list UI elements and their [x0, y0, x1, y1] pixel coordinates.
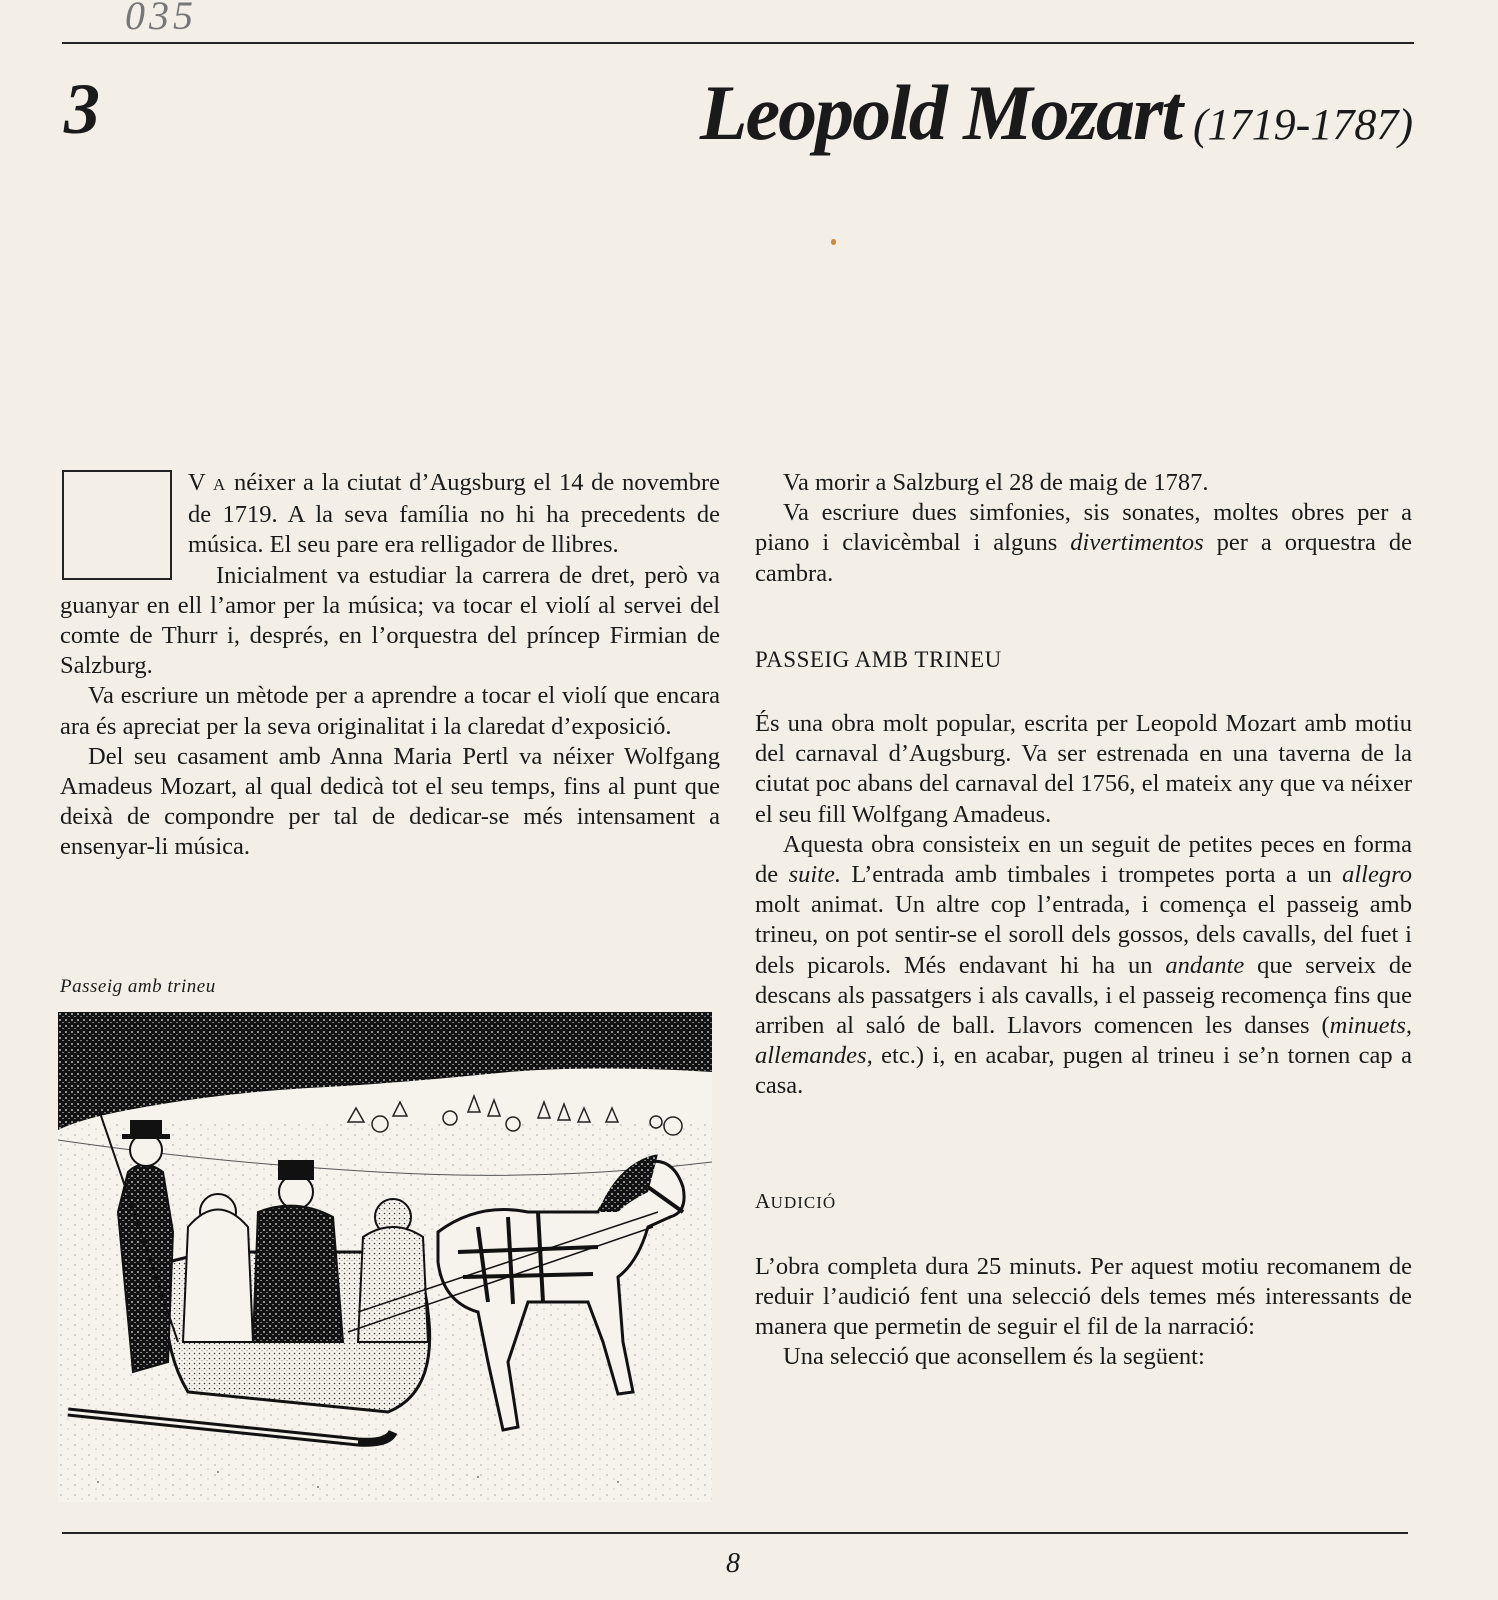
page-title — [700, 68, 1413, 158]
sleigh-illustration — [58, 1012, 712, 1502]
suite-em-3: andante — [1165, 951, 1245, 979]
page-number: 8 — [726, 1548, 740, 1579]
bottom-rule — [62, 1532, 1408, 1534]
dropcap-box — [62, 470, 172, 580]
illustration-caption: Passeig amb trineu — [60, 976, 216, 997]
left-column — [60, 468, 720, 863]
suite-em-2: allegro — [1342, 861, 1412, 889]
paragraph-marriage: Del seu casament amb Anna Maria Pertl va néixer Wolfgang Amadeus Mozart, al qual dedicà tot el seu temps, fins al punt que deixà de compondre per tal de dedicar-se més intensament a ensenyar-li música. — [60, 742, 720, 861]
ink-spot — [831, 239, 836, 245]
title-name: Leopold Mozart — [699, 69, 1182, 156]
audicio-rest: UDICIÓ — [770, 1192, 837, 1212]
works-text-b: per a orquestra de cambra. — [755, 529, 1412, 587]
paragraph-death: Va morir a Salzburg el 28 de maig de 1787. — [783, 469, 1209, 496]
paragraph-method: Va escriure un mètode per a aprendre a tocar el violí que encara ara és apreciat per la seva originalitat i la claredat d’exposició. — [60, 682, 720, 740]
suite-em-1: suite. — [788, 861, 841, 889]
paragraph-works — [755, 498, 1412, 589]
paragraph-studies: Inicialment va estudiar la carrera de dret, però va guanyar en ell l’amor per la música; va tocar el violí al servei del comte de Thurr i, després, en l’orquestra del príncep Firmian de Salzburg. — [60, 561, 720, 680]
works-emphasis: divertimentos — [1070, 529, 1204, 557]
paragraph-duration: L’obra completa dura 25 minuts. Per aquest motiu recomanem de reduir l’audició fent una selecció dels temes més interessants de manera que permetin de seguir el fil de la narració: — [755, 1252, 1412, 1341]
section-heading-passeig: PASSEIG AMB TRINEU — [755, 646, 1002, 672]
title-dates: (1719-1787) — [1193, 100, 1413, 149]
paragraph-text: néixer a la ciutat d’Augsburg el 14 de novembre de 1719. A la seva família no hi ha precedents de música. El seu pare era relligador de llibres. — [188, 469, 721, 559]
suite-text-a: Aquesta obra consisteix en un seguit de petites peces en forma de — [755, 830, 1412, 889]
suite-text-d: que serveix de descans als passatgers i als cavalls, i el passeig recomença fins que arriben al saló de ball. Llavors comencen les danses ( — [755, 951, 1413, 1040]
suite-em-4: minuets, allemandes, — [755, 1012, 1412, 1070]
handwritten-note: 035 — [125, 0, 197, 38]
suite-text-e: etc.) i, en acabar, pugen al trineu i se’n tornen cap a casa. — [755, 1042, 1412, 1100]
top-rule — [62, 42, 1414, 44]
dropcap-letter: V — [188, 469, 206, 496]
works-text-a: Va escriure dues simfonies, sis sonates, moltes obres per a piano i clavicèmbal i alguns — [755, 499, 1412, 557]
dropcap-continuation: A — [213, 475, 227, 494]
suite-text-c: molt animat. Un altre cop l’entrada, i comença el passeig amb trineu, on pot sentir-se el soroll dels gossos, dels cavalls, del fuet i dels picarols. Més endavant hi ha un — [755, 891, 1412, 979]
paragraph-suite — [755, 830, 1412, 1102]
paragraph-selection: Una selecció que aconsellem és la següent: — [783, 1343, 1205, 1371]
suite-text-b: L’entrada amb timbales i trompetes porta a un — [840, 861, 1343, 889]
section-heading-audicio — [755, 1186, 1412, 1218]
chapter-number: 3 — [64, 69, 100, 149]
right-column — [755, 468, 1412, 1373]
paragraph-popular-work: És una obra molt popular, escrita per Leopold Mozart amb motiu del carnaval d’Augsburg. Va ser estrenada en una taverna de la ciutat poc abans del carnaval del 1756, el mateix any que va néixer el seu fill Wolfgang Amadeus. — [755, 710, 1412, 828]
audicio-initial: A — [755, 1188, 771, 1213]
